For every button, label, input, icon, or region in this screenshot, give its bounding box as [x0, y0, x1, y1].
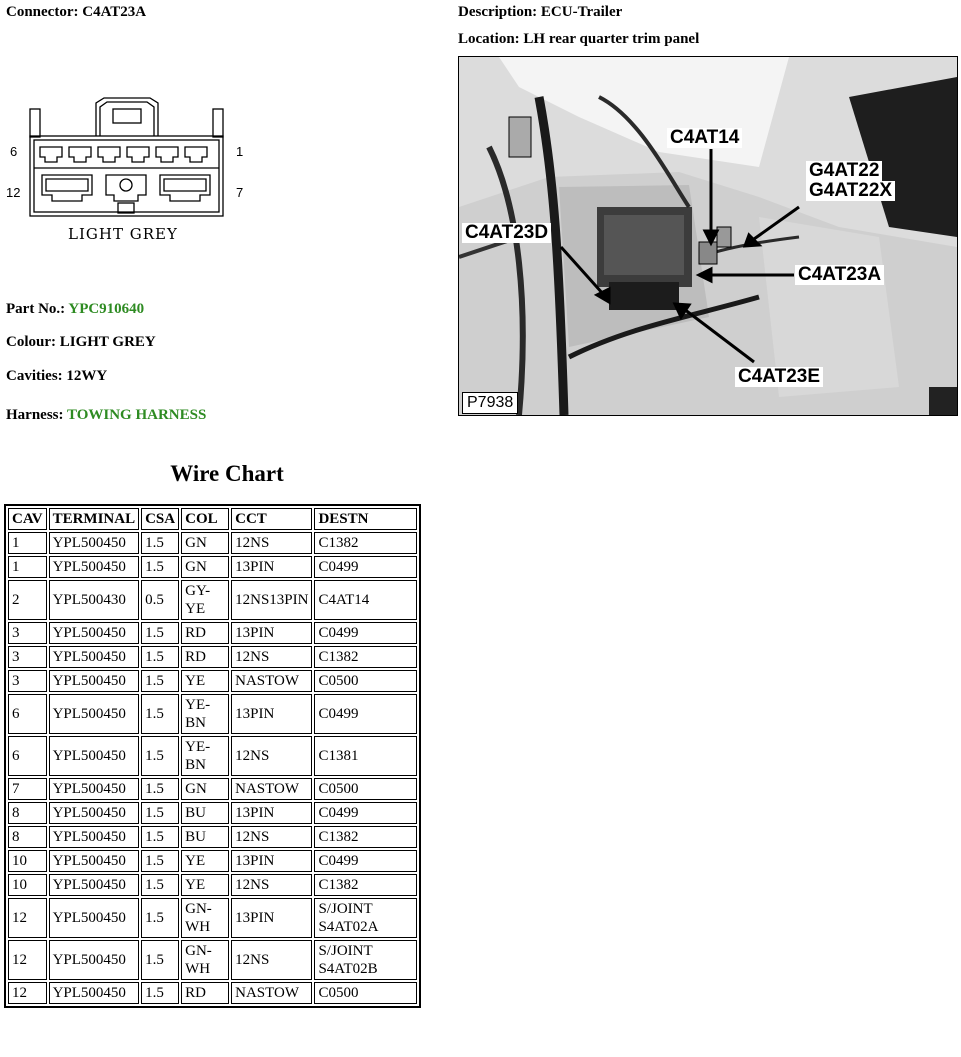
cav-cell: 12: [8, 898, 47, 938]
terminal-cell: YPL500450: [49, 556, 140, 578]
destn-cell: C0500: [314, 778, 417, 800]
col-cell: GN: [181, 778, 229, 800]
destn-cell: C4AT14: [314, 580, 417, 620]
description-heading: [458, 4, 622, 21]
csa-cell: 1.5: [141, 802, 179, 824]
location-value: LH rear quarter trim panel: [523, 31, 700, 47]
destn-cell: C1382: [314, 874, 417, 896]
cav-cell: 6: [8, 736, 47, 776]
table-row: [8, 802, 417, 824]
cav-cell: 3: [8, 670, 47, 692]
terminal-cell: YPL500450: [49, 874, 140, 896]
pin-1-label: 1: [236, 144, 244, 159]
col-cell: RD: [181, 646, 229, 668]
csa-cell: 1.5: [141, 556, 179, 578]
cct-cell: 12NS: [231, 940, 312, 980]
table-row: [8, 940, 417, 980]
connector-value: C4AT23A: [82, 4, 147, 20]
cct-cell: 12NS: [231, 532, 312, 554]
table-row: [8, 850, 417, 872]
destn-cell: C1381: [314, 736, 417, 776]
destn-cell: C0499: [314, 622, 417, 644]
cct-cell: 12NS13PIN: [231, 580, 312, 620]
part-number-label: Part No.:: [6, 301, 66, 317]
cct-cell: NASTOW: [231, 778, 312, 800]
harness-value[interactable]: TOWING HARNESS: [66, 407, 207, 423]
table-row: [8, 874, 417, 896]
connector-heading: [6, 4, 146, 21]
table-row: [8, 532, 417, 554]
col-cell: GN- WH: [181, 940, 229, 980]
destn-cell: C1382: [314, 826, 417, 848]
photo-code: P7938: [462, 392, 518, 414]
colour-label: Colour:: [6, 334, 56, 350]
cav-cell: 3: [8, 646, 47, 668]
cct-cell: NASTOW: [231, 670, 312, 692]
column-header-terminal: TERMINAL: [49, 508, 140, 530]
destn-cell: S/JOINT S4AT02B: [314, 940, 417, 980]
callout-g4at22: G4AT22: [806, 161, 882, 181]
connector-label: Connector:: [6, 4, 79, 20]
callout-g4at22x: G4AT22X: [806, 181, 895, 201]
cav-cell: 7: [8, 778, 47, 800]
csa-cell: 1.5: [141, 874, 179, 896]
terminal-cell: YPL500450: [49, 826, 140, 848]
column-header-cav: CAV: [8, 508, 47, 530]
pin-6-label: 6: [10, 144, 18, 159]
terminal-cell: YPL500450: [49, 646, 140, 668]
terminal-cell: YPL500450: [49, 694, 140, 734]
csa-cell: 1.5: [141, 826, 179, 848]
terminal-cell: YPL500450: [49, 940, 140, 980]
cct-cell: 12NS: [231, 826, 312, 848]
cavities-info: [6, 368, 107, 385]
terminal-cell: YPL500450: [49, 982, 140, 1004]
wire-chart-title: Wire Chart: [170, 461, 284, 486]
csa-cell: 0.5: [141, 580, 179, 620]
destn-cell: S/JOINT S4AT02A: [314, 898, 417, 938]
cavities-label: Cavities:: [6, 368, 63, 384]
terminal-cell: YPL500450: [49, 736, 140, 776]
wire-chart: [4, 504, 421, 1008]
table-row: [8, 982, 417, 1004]
cct-cell: 13PIN: [231, 556, 312, 578]
csa-cell: 1.5: [141, 898, 179, 938]
cav-cell: 3: [8, 622, 47, 644]
location-label: Location:: [458, 31, 520, 47]
column-header-col: COL: [181, 508, 229, 530]
connector-colour-caption: LIGHT GREY: [68, 225, 178, 243]
destn-cell: C0499: [314, 556, 417, 578]
col-cell: GN- WH: [181, 898, 229, 938]
col-cell: BU: [181, 802, 229, 824]
csa-cell: 1.5: [141, 778, 179, 800]
pin-7-label: 7: [236, 185, 244, 200]
harness-label: Harness:: [6, 407, 64, 423]
cav-cell: 10: [8, 850, 47, 872]
destn-cell: C1382: [314, 532, 417, 554]
csa-cell: 1.5: [141, 670, 179, 692]
part-number-value[interactable]: YPC910640: [68, 301, 145, 317]
cct-cell: 13PIN: [231, 850, 312, 872]
cct-cell: 12NS: [231, 646, 312, 668]
destn-cell: C0500: [314, 670, 417, 692]
table-row: [8, 694, 417, 734]
col-cell: RD: [181, 982, 229, 1004]
part-number: [6, 301, 144, 318]
cav-cell: 12: [8, 940, 47, 980]
terminal-cell: YPL500450: [49, 670, 140, 692]
destn-cell: C0499: [314, 850, 417, 872]
destn-cell: C1382: [314, 646, 417, 668]
cav-cell: 10: [8, 874, 47, 896]
terminal-cell: YPL500450: [49, 532, 140, 554]
table-row: [8, 622, 417, 644]
cavities-value: 12WY: [66, 368, 108, 384]
col-cell: GN: [181, 532, 229, 554]
col-cell: GN: [181, 556, 229, 578]
callout-c4at23e: C4AT23E: [735, 367, 823, 387]
destn-cell: C0499: [314, 802, 417, 824]
col-cell: YE: [181, 670, 229, 692]
col-cell: YE- BN: [181, 736, 229, 776]
csa-cell: 1.5: [141, 694, 179, 734]
csa-cell: 1.5: [141, 736, 179, 776]
cct-cell: 13PIN: [231, 898, 312, 938]
table-row: [8, 670, 417, 692]
table-row: [8, 736, 417, 776]
callout-c4at23d: C4AT23D: [462, 223, 551, 243]
terminal-cell: YPL500450: [49, 622, 140, 644]
cct-cell: 13PIN: [231, 622, 312, 644]
csa-cell: 1.5: [141, 982, 179, 1004]
description-label: Description:: [458, 4, 538, 20]
wire-chart-header-row: [8, 508, 417, 530]
cct-cell: 12NS: [231, 874, 312, 896]
destn-cell: C0499: [314, 694, 417, 734]
column-header-cct: CCT: [231, 508, 312, 530]
terminal-cell: YPL500450: [49, 898, 140, 938]
cct-cell: 13PIN: [231, 802, 312, 824]
table-row: [8, 826, 417, 848]
cav-cell: 2: [8, 580, 47, 620]
col-cell: YE- BN: [181, 694, 229, 734]
wire-chart-body: [8, 532, 417, 1004]
callout-c4at23a: C4AT23A: [795, 265, 884, 285]
cct-cell: NASTOW: [231, 982, 312, 1004]
cct-cell: 13PIN: [231, 694, 312, 734]
cav-cell: 6: [8, 694, 47, 734]
destn-cell: C0500: [314, 982, 417, 1004]
col-cell: BU: [181, 826, 229, 848]
description-value: ECU-Trailer: [540, 4, 623, 20]
col-cell: YE: [181, 850, 229, 872]
table-row: [8, 898, 417, 938]
terminal-cell: YPL500430: [49, 580, 140, 620]
csa-cell: 1.5: [141, 850, 179, 872]
cav-cell: 1: [8, 532, 47, 554]
column-header-destn: DESTN: [314, 508, 417, 530]
col-cell: GY- YE: [181, 580, 229, 620]
table-row: [8, 778, 417, 800]
pin-12-label: 12: [6, 185, 21, 200]
table-row: [8, 556, 417, 578]
cav-cell: 8: [8, 826, 47, 848]
col-cell: YE: [181, 874, 229, 896]
cav-cell: 1: [8, 556, 47, 578]
cav-cell: 12: [8, 982, 47, 1004]
terminal-cell: YPL500450: [49, 850, 140, 872]
connector-diagram: [0, 95, 250, 255]
location-photo: [458, 56, 958, 416]
col-cell: RD: [181, 622, 229, 644]
connector-face-drawing: [0, 95, 250, 220]
csa-cell: 1.5: [141, 532, 179, 554]
csa-cell: 1.5: [141, 646, 179, 668]
terminal-cell: YPL500450: [49, 778, 140, 800]
cct-cell: 12NS: [231, 736, 312, 776]
column-header-csa: CSA: [141, 508, 179, 530]
location-heading: [458, 31, 699, 48]
csa-cell: 1.5: [141, 622, 179, 644]
table-row: [8, 580, 417, 620]
terminal-cell: YPL500450: [49, 802, 140, 824]
callout-c4at14: C4AT14: [667, 128, 742, 148]
table-row: [8, 646, 417, 668]
colour-info: [6, 334, 156, 351]
wire-chart-table: [4, 504, 421, 1008]
csa-cell: 1.5: [141, 940, 179, 980]
colour-value: LIGHT GREY: [59, 334, 156, 350]
cav-cell: 8: [8, 802, 47, 824]
harness-info: [6, 407, 206, 424]
